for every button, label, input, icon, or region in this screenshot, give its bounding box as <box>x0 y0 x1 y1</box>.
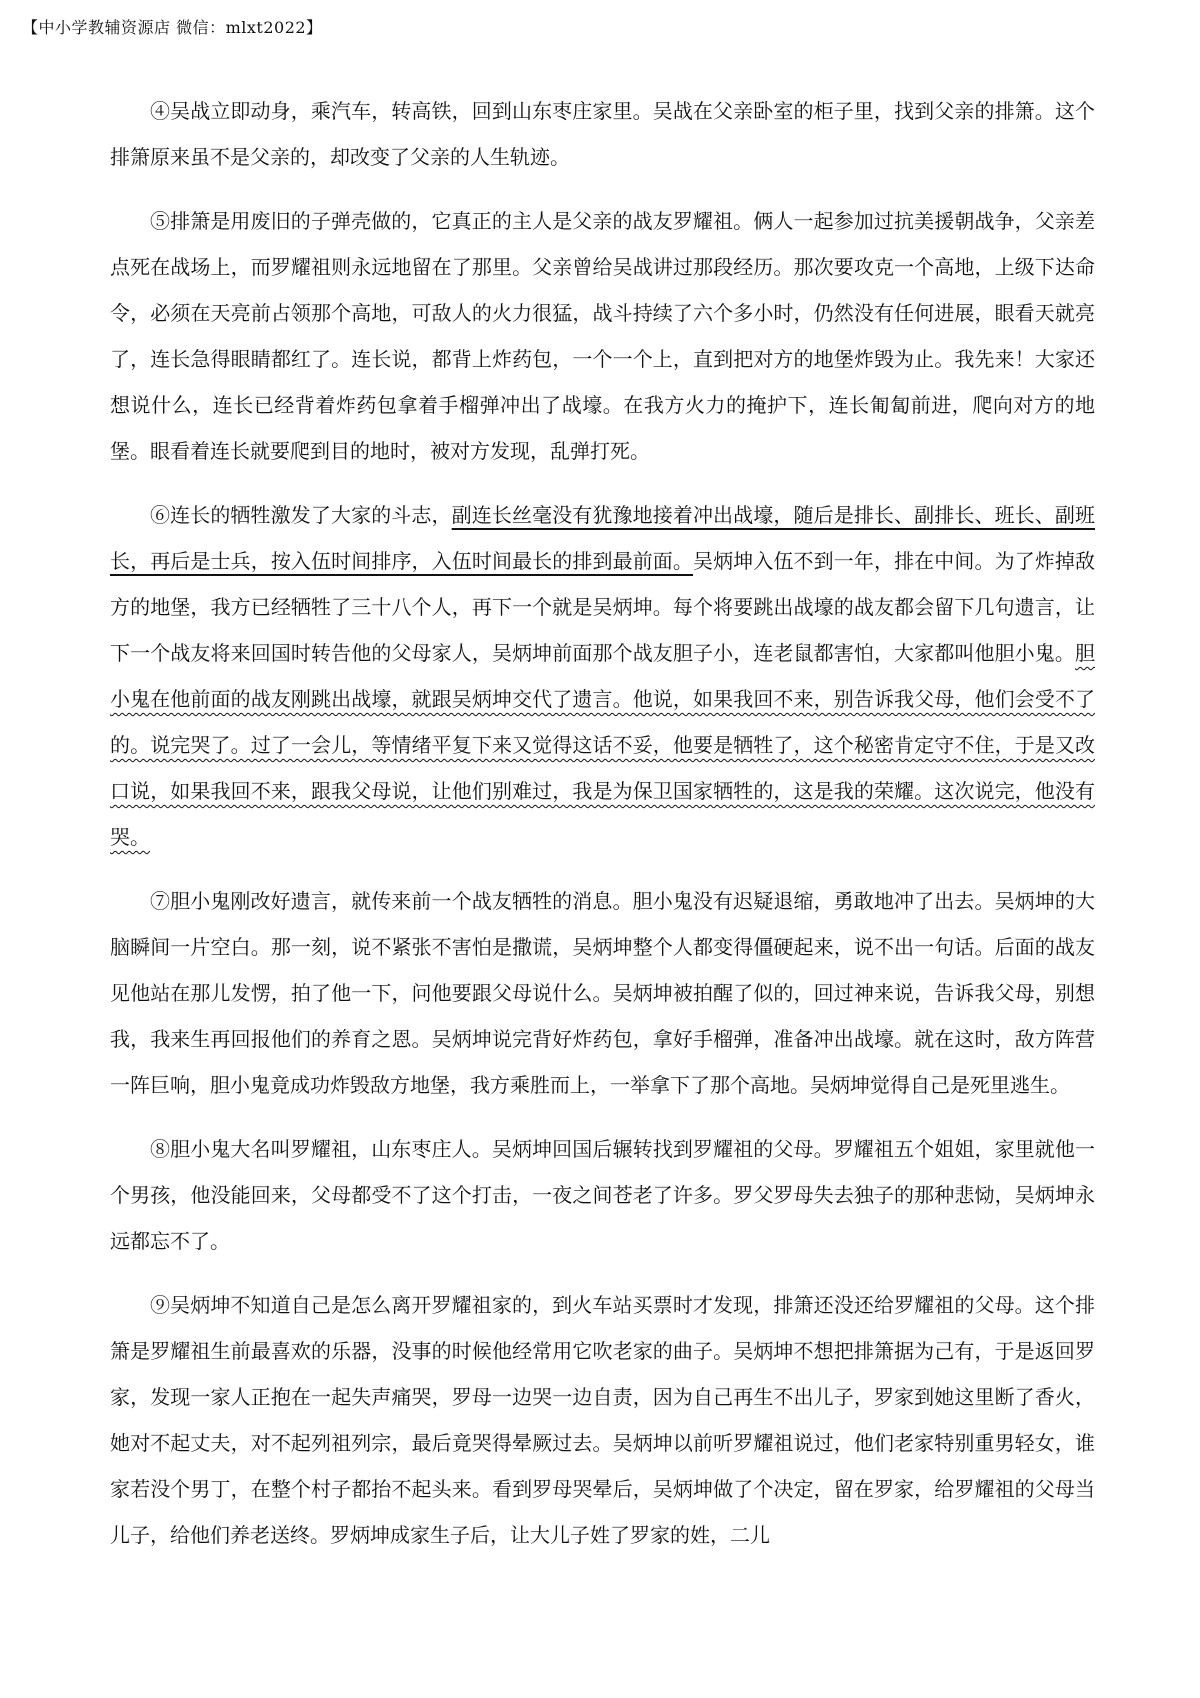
header-note: 【中小学教辅资源店 微信：mlxt2022】 <box>22 18 323 37</box>
paragraph-5: ⑤排箫是用废旧的子弹壳做的，它真正的主人是父亲的战友罗耀祖。俩人一起参加过抗美援朝战争，父亲差点死在战场上，而罗耀祖则永远地留在了那里。父亲曾给吴战讲过那段经历。那次要攻克一个高地，上级下达命令，必须在天亮前占领那个高地，可敌人的火力很猛，战斗持续了六个多小时，仍然没有任何进展，眼看天就亮了，连长急得眼睛都红了。连长说，都背上炸药包，一个一个上，直到把对方的地堡炸毁为止。我先来！大家还想说什么，连长已经背着炸药包拿着手榴弹冲出了战壕。在我方火力的掩护下，连长匍匐前进，爬向对方的地堡。眼看着连长就要爬到目的地时，被对方发现，乱弹打死。 <box>110 209 1095 463</box>
paragraph-8: ⑧胆小鬼大名叫罗耀祖，山东枣庄人。吴炳坤回国后辗转找到罗耀祖的父母。罗耀祖五个姐姐，家里就他一个男孩，他没能回来，父母都受不了这个打击，一夜之间苍老了许多。罗父罗母失去独子的那种悲恸，吴炳坤永远都忘不了。 <box>110 1137 1095 1253</box>
paragraph-4: ④吴战立即动身，乘汽车，转高铁，回到山东枣庄家里。吴战在父亲卧室的柜子里，找到父亲的排箫。这个排箫原来虽不是父亲的，却改变了父亲的人生轨迹。 <box>110 99 1095 169</box>
paragraph-6-middle: 吴炳坤入伍不到一年，排在中间。为了炸掉敌方的地堡，我方已经牺牲了三十八个人，再下一个就是吴炳坤。每个将要跳出战壕的战友都会留下几句遗言，让下一个战友将来回国时转告他的父母家人，吴炳坤前面那个战友胆子小，连老鼠都害怕，大家都叫他胆小鬼。 <box>110 549 1096 665</box>
paragraph-6-wavy-underlined-passage: 胆小鬼在他前面的战友刚跳出战壕，就跟吴炳坤交代了遗言。他说，如果我回不来，别告诉我父母，他们会受不了的。说完哭了。过了一会儿，等情绪平复下来又觉得这话不妥，他要是牺牲了，这个秘密肯定守不住，于是又改口说，如果我回不来，跟我父母说，让他们别难过，我是为保卫国家牺牲的，这是我的荣耀。这次说完，他没有哭。 <box>110 641 1095 849</box>
paragraph-9: ⑨吴炳坤不知道自己是怎么离开罗耀祖家的，到火车站买票时才发现，排箫还没还给罗耀祖的父母。这个排箫是罗耀祖生前最喜欢的乐器，没事的时候他经常用它吹老家的曲子。吴炳坤不想把排箫据为己有，于是返回罗家，发现一家人正抱在一起失声痛哭，罗母一边哭一边自责，因为自己再生不出儿子，罗家到她这里断了香火，她对不起丈夫，对不起列祖列宗，最后竟哭得晕厥过去。吴炳坤以前听罗耀祖说过，他们老家特别重男轻女，谁家若没个男丁，在整个村子都抬不起头来。看到罗母哭晕后，吴炳坤做了个决定，留在罗家，给罗耀祖的父母当儿子，给他们养老送终。罗炳坤成家生子后，让大儿子姓了罗家的姓，二儿 <box>110 1293 1095 1547</box>
paragraph-7: ⑦胆小鬼刚改好遗言，就传来前一个战友牺牲的消息。胆小鬼没有迟疑退缩，勇敢地冲了出去。吴炳坤的大脑瞬间一片空白。那一刻，说不紧张不害怕是撒谎，吴炳坤整个人都变得僵硬起来，说不出一句话。后面的战友见他站在那儿发愣，拍了他一下，问他要跟父母说什么。吴炳坤被拍醒了似的，回过神来说，告诉我父母，别想我，我来生再回报他们的养育之恩。吴炳坤说完背好炸药包，拿好手榴弹，准备冲出战壕。就在这时，敌方阵营一阵巨响，胆小鬼竟成功炸毁敌方地堡，我方乘胜而上，一举拿下了那个高地。吴炳坤觉得自己是死里逃生。 <box>110 889 1095 1097</box>
paragraph-6-lead: ⑥连长的牺牲激发了大家的斗志， <box>150 503 452 527</box>
paragraph-6 <box>110 492 1095 860</box>
paragraph-6-straight-underlined-sentence: 副连长丝毫没有犹豫地接着冲出战壕，随后是排长、副排长、班长、副班长，再后是士兵，按入伍时间排序，入伍时间最长的排到最前面。 <box>110 503 1096 573</box>
article-body <box>110 88 1095 1576</box>
